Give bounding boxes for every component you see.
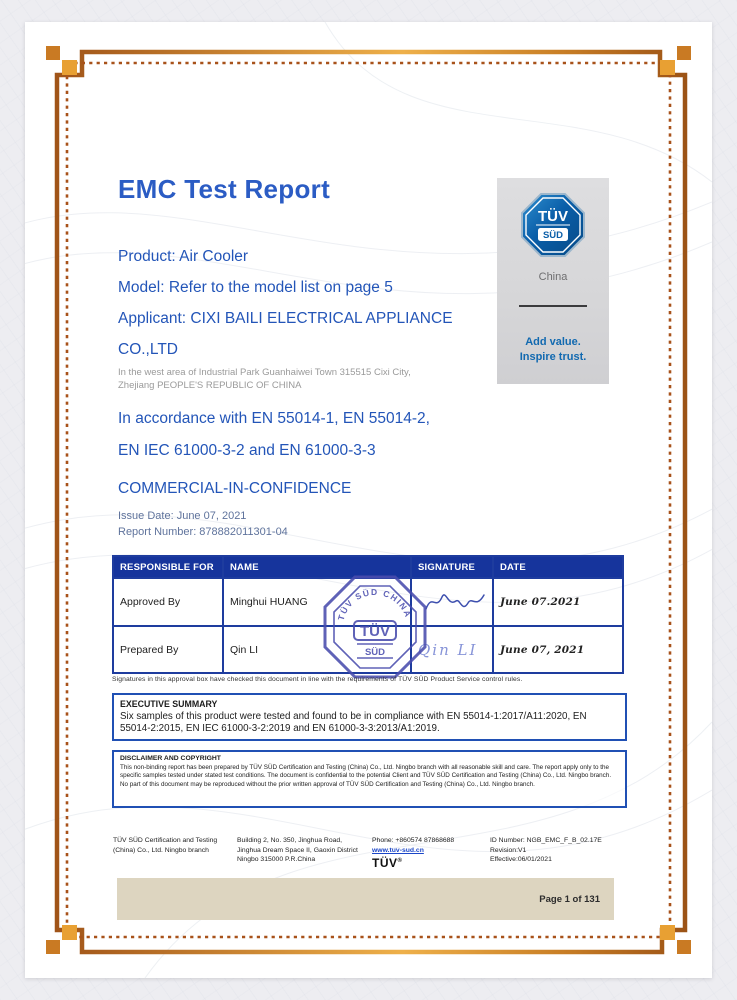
footer-address: Building 2, No. 350, Jinghua Road, Jinghua Dream Space II, Gaoxin District Ningbo 315000 P.R.China [237, 837, 358, 863]
signature-table-note: Signatures in this approval box have checked this document in line with the requirements of TÜV SÜD Product Service control rules. [112, 676, 523, 683]
header-date: DATE [493, 556, 623, 578]
page-indicator-bar [117, 878, 614, 920]
applicant-address-line-2: Zhejiang PEOPLE'S REPUBLIC OF CHINA [118, 380, 302, 391]
accordance-line-1: In accordance with EN 55014-1, EN 55014-2, [118, 410, 430, 427]
logo-region-label: China [538, 271, 568, 283]
footer-phone: Phone: +860574 87868688 [372, 837, 455, 844]
tagline-line-2: Inspire trust. [519, 351, 587, 363]
handwritten-name: Qin LI [418, 640, 478, 659]
product-line: Product: Air Cooler [118, 248, 249, 265]
issue-date: Issue Date: June 07, 2021 [118, 510, 247, 522]
disclaimer-box [112, 750, 627, 808]
report-number: Report Number: 878882011301-04 [118, 526, 288, 538]
approved-by-role: Approved By [113, 578, 223, 626]
logo-tuv-text: TÜV [538, 208, 568, 225]
prepared-by-date: June 07, 2021 [493, 626, 623, 673]
approved-by-date: June 07.2021 [493, 578, 623, 626]
executive-summary-body: Six samples of this product were tested and found to be in compliance with EN 55014-1:2017/A11:2020, EN 55014-2:2015, EN IEC 61000-3-2:2019 and EN 61000-3-3:2013/A1:2019. [120, 710, 587, 734]
header-name: NAME [223, 556, 411, 578]
footer-id-number: ID Number: NGB_EMC_F_B_02.17E [490, 837, 602, 844]
stamp-tuv-text: TÜV [360, 623, 390, 640]
disclaimer-body: This non-binding report has been prepared by TÜV SÜD Certification and Testing (China) Co., Ltd. Ningbo branch with all reasonable skill and care. The report apply only to the specific samples tested under stated test conditions. The document is confidential to the potential Client and TÜV SÜD Certification and Testing (China) Co., Ltd. Ningbo branch. No part of this document may be reproduced without the prior written approval of TÜV SÜD Certification and Testing (China) Co., Ltd. Ningbo branch. [120, 763, 612, 788]
stamp-sud-text: SÜD [364, 647, 386, 658]
applicant-line-2: CO.,LTD [118, 341, 178, 358]
tuv-sud-stamp-icon [321, 573, 429, 681]
confidence-label: COMMERCIAL-IN-CONFIDENCE [118, 480, 352, 497]
footer-document-id [490, 836, 630, 865]
footer-effective-date: Effective:06/01/2021 [490, 856, 552, 863]
logo-sud-text: SÜD [542, 230, 564, 241]
applicant-address-line-1: In the west area of Industrial Park Guanhaiwei Town 315515 Cixi City, [118, 367, 411, 378]
header-signature: SIGNATURE [411, 556, 493, 578]
page-indicator: Page 1 of 131 [539, 893, 600, 905]
accordance-line-2: EN IEC 61000-3-2 and EN 61000-3-3 [118, 442, 376, 459]
header-responsible-for: RESPONSIBLE FOR [113, 556, 223, 578]
tuv-sud-logo-panel [497, 178, 609, 384]
footer-contact [372, 836, 482, 869]
tuv-wordmark: TÜV® [372, 856, 403, 870]
applicant-line-1: Applicant: CIXI BAILI ELECTRICAL APPLIANCE [118, 310, 453, 327]
report-title: EMC Test Report [118, 174, 331, 204]
svg-text:TÜV SÜD CHINA [336, 587, 414, 622]
prepared-by-name: Qin LI [223, 626, 411, 673]
footer-revision: Revision:V1 [490, 846, 527, 854]
prepared-by-role: Prepared By [113, 626, 223, 673]
footer-website-link[interactable]: www.tuv-sud.cn [372, 846, 424, 854]
executive-summary-box [112, 693, 627, 741]
executive-summary-title: EXECUTIVE SUMMARY [120, 699, 218, 709]
certificate-border [25, 22, 712, 978]
model-line: Model: Refer to the model list on page 5 [118, 279, 393, 296]
logo-panel-divider [519, 305, 587, 307]
tagline-line-1: Add value. [525, 336, 581, 348]
disclaimer-title: DISCLAIMER AND COPYRIGHT [120, 755, 221, 762]
stamp-ring-text: TÜV SÜD CHINA [335, 586, 414, 622]
footer-company: TÜV SÜD Certification and Testing (China) Co., Ltd. Ningbo branch [113, 837, 218, 854]
certificate-page [25, 22, 712, 978]
tuv-sud-logo-icon [520, 192, 586, 258]
approved-by-name: Minghui HUANG [223, 578, 411, 626]
